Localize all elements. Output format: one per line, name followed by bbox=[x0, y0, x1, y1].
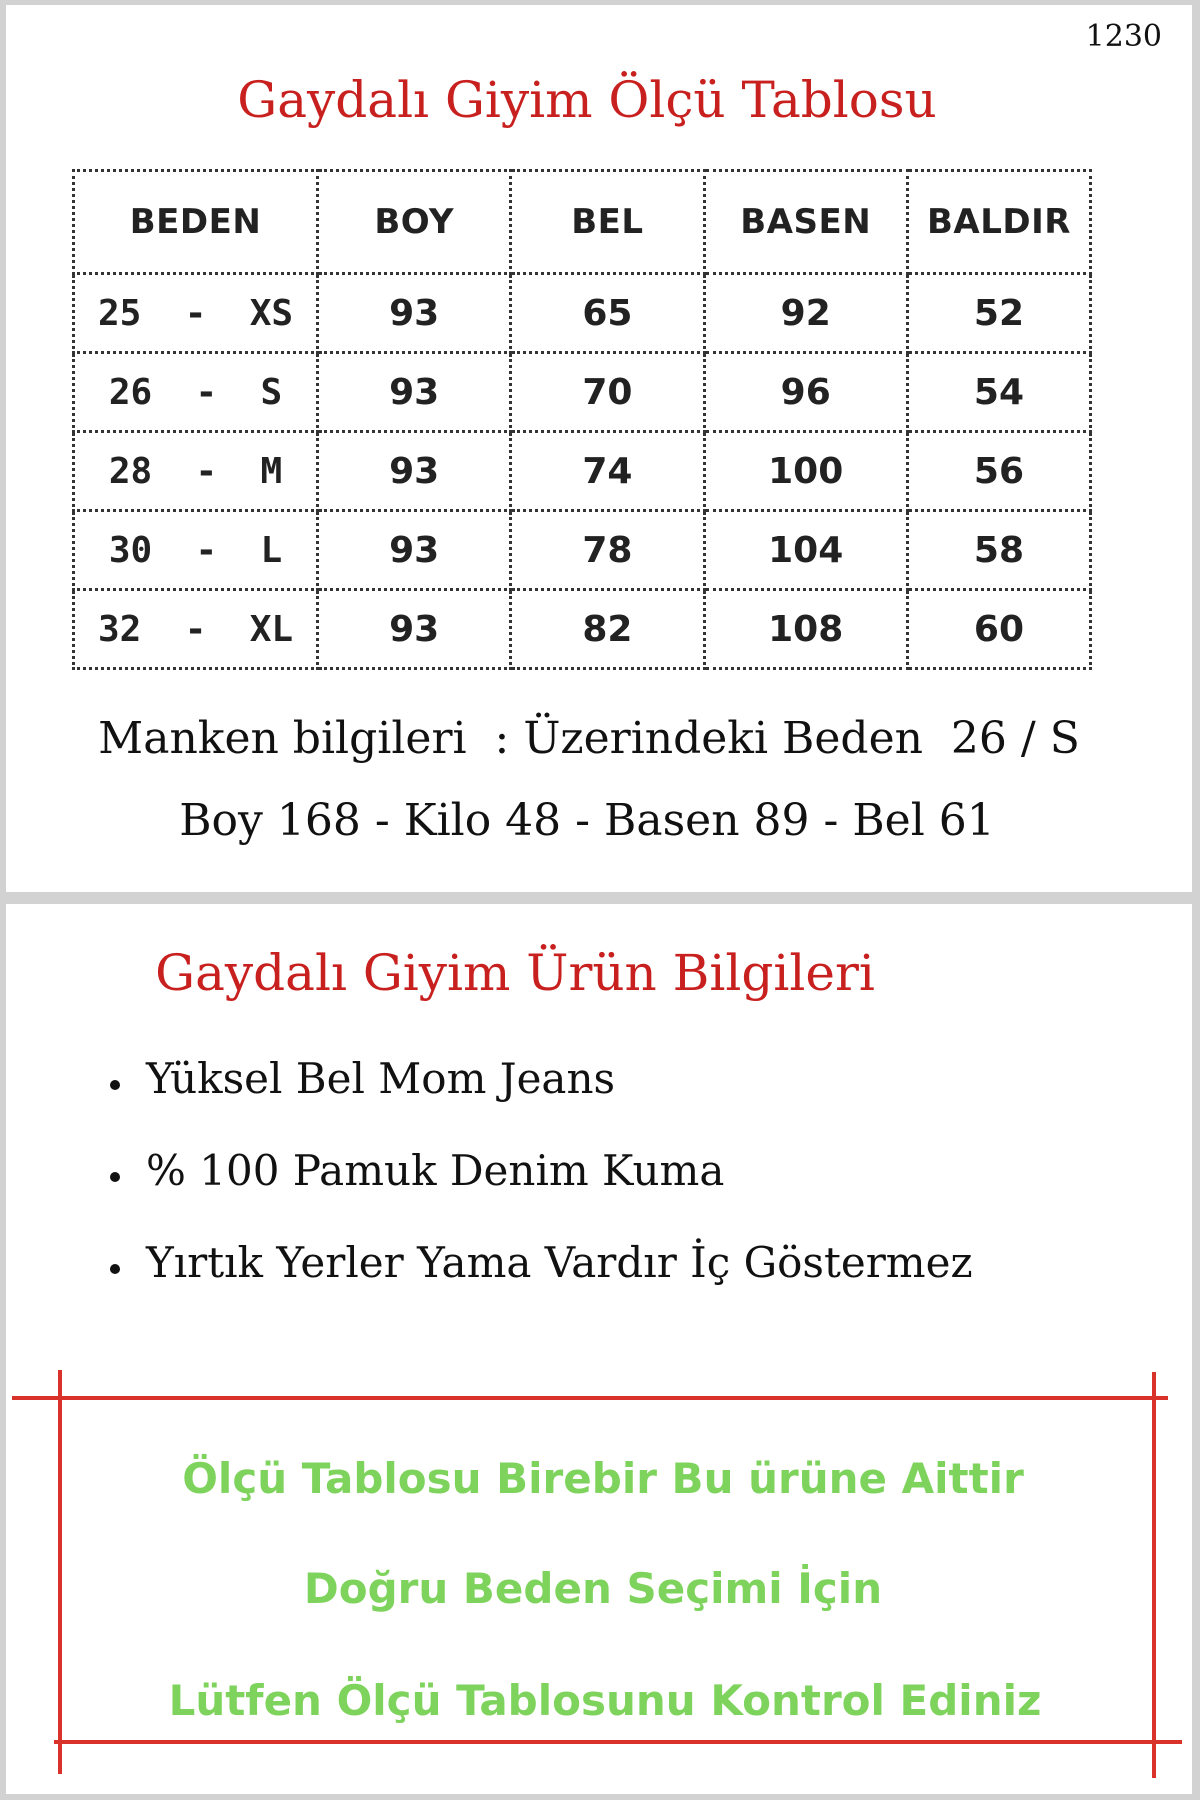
cell-boy: 93 bbox=[318, 511, 511, 590]
cell-boy: 93 bbox=[318, 353, 511, 432]
size-table bbox=[72, 169, 1092, 670]
list-item bbox=[110, 1054, 973, 1146]
header-basen: BASEN bbox=[704, 171, 907, 274]
feature-text: Yırtık Yerler Yama Vardır İç Göstermez bbox=[146, 1238, 973, 1287]
cell-size: 30 - L bbox=[74, 511, 318, 590]
cell-baldir: 56 bbox=[907, 432, 1090, 511]
header-bel: BEL bbox=[511, 171, 704, 274]
cell-bel: 70 bbox=[511, 353, 704, 432]
model-info-line-2: Boy 168 - Kilo 48 - Basen 89 - Bel 61 bbox=[179, 795, 995, 846]
table-row bbox=[74, 274, 1091, 353]
notice-line-1: Ölçü Tablosu Birebir Bu ürüne Aittir bbox=[182, 1454, 1024, 1503]
notice-box bbox=[12, 1364, 1186, 1784]
cell-boy: 93 bbox=[318, 590, 511, 669]
cell-baldir: 54 bbox=[907, 353, 1090, 432]
cell-basen: 96 bbox=[704, 353, 907, 432]
cell-boy: 93 bbox=[318, 274, 511, 353]
cell-basen: 92 bbox=[704, 274, 907, 353]
cell-basen: 108 bbox=[704, 590, 907, 669]
notice-line-3: Lütfen Ölçü Tablosunu Kontrol Ediniz bbox=[168, 1676, 1042, 1725]
cell-bel: 65 bbox=[511, 274, 704, 353]
cell-baldir: 58 bbox=[907, 511, 1090, 590]
table-row bbox=[74, 432, 1091, 511]
cell-boy: 93 bbox=[318, 432, 511, 511]
feature-text: Yüksel Bel Mom Jeans bbox=[146, 1054, 616, 1103]
model-info-line-1: Manken bilgileri : Üzerindeki Beden 26 / S bbox=[98, 713, 1080, 764]
cell-baldir: 60 bbox=[907, 590, 1090, 669]
cell-basen: 100 bbox=[704, 432, 907, 511]
table-row bbox=[74, 511, 1091, 590]
table-header-row bbox=[74, 171, 1091, 274]
product-code: 1230 bbox=[1085, 19, 1162, 54]
cell-size: 32 - XL bbox=[74, 590, 318, 669]
bullet-icon bbox=[110, 1172, 120, 1182]
table-row bbox=[74, 353, 1091, 432]
header-beden: BEDEN bbox=[74, 171, 318, 274]
cell-bel: 82 bbox=[511, 590, 704, 669]
product-info-panel bbox=[6, 904, 1192, 1794]
feature-text: % 100 Pamuk Denim Kuma bbox=[146, 1146, 725, 1195]
cell-size: 26 - S bbox=[74, 353, 318, 432]
header-boy: BOY bbox=[318, 171, 511, 274]
feature-list bbox=[110, 1054, 973, 1330]
bullet-icon bbox=[110, 1080, 120, 1090]
size-chart-title: Gaydalı Giyim Ölçü Tablosu bbox=[237, 71, 937, 129]
product-info-title: Gaydalı Giyim Ürün Bilgileri bbox=[155, 944, 875, 1002]
header-baldir: BALDIR bbox=[907, 171, 1090, 274]
list-item bbox=[110, 1146, 973, 1238]
cell-basen: 104 bbox=[704, 511, 907, 590]
list-item bbox=[110, 1238, 973, 1330]
cell-bel: 78 bbox=[511, 511, 704, 590]
cell-size: 25 - XS bbox=[74, 274, 318, 353]
cell-size: 28 - M bbox=[74, 432, 318, 511]
table-row bbox=[74, 590, 1091, 669]
cell-baldir: 52 bbox=[907, 274, 1090, 353]
bullet-icon bbox=[110, 1264, 120, 1274]
notice-line-2: Doğru Beden Seçimi İçin bbox=[303, 1564, 883, 1613]
cell-bel: 74 bbox=[511, 432, 704, 511]
size-chart-panel bbox=[6, 5, 1192, 892]
